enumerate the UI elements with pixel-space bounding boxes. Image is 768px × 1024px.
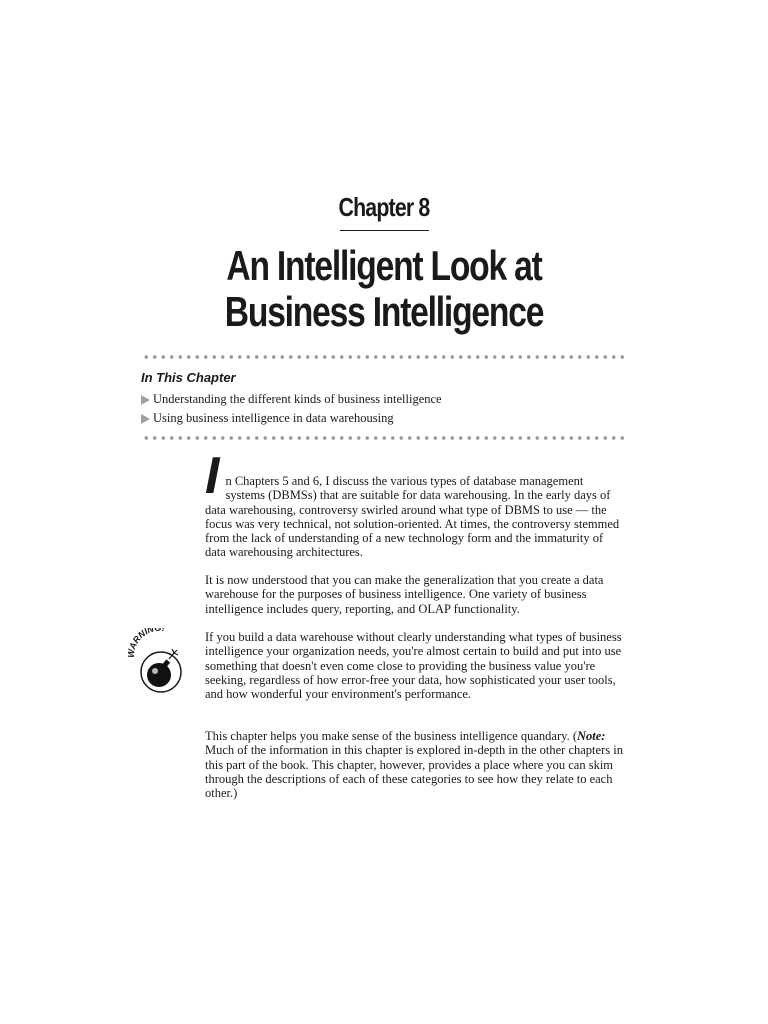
dotted-divider-top xyxy=(142,354,627,360)
triangle-bullet-icon xyxy=(141,395,150,405)
paragraph-4-text-a: This chapter helps you make sense of the business intelligence quandary. ( xyxy=(205,729,577,743)
chapter-title-line-2: Business Intelligence xyxy=(224,288,544,335)
list-item-text: Using business intelligence in data warehousing xyxy=(153,411,394,425)
paragraph-3: If you build a data warehouse without clearly understanding what types of business intelligence your organization needs, you're almost certain to build and put into use something that doesn't even come close to providing the business value you're seeking, regardless of how error-free your data, how sophisticated your user tools, and how wonderful your environment's performance. xyxy=(205,630,622,702)
list-item-text: Understanding the different kinds of business intelligence xyxy=(153,392,442,406)
chapter-title-line-1: An Intelligent Look at xyxy=(226,242,542,289)
triangle-bullet-icon xyxy=(141,414,150,424)
paragraph-4-text-b: Much of the information in this chapter is explored in-depth in the other chapters in this part of the book. This chapter, however, provides a place where you can skim through the descriptions of each of these categories to see how they relate to each other.) xyxy=(205,743,623,801)
svg-text:WARNING!: ARNIN xyxy=(128,628,156,651)
drop-cap: I xyxy=(205,447,220,505)
paragraph-intro xyxy=(205,447,625,560)
note-label: Note: xyxy=(577,729,606,743)
chapter-title xyxy=(77,243,691,335)
chapter-number: Chapter 8 xyxy=(338,192,430,222)
paragraph-2: It is now understood that you can make the generalization that you create a data warehouse for the purposes of business intelligence. One variety of business intelligence includes query, reporting, and OLAP functionality. xyxy=(205,573,604,616)
in-this-chapter-list xyxy=(141,390,442,428)
list-item xyxy=(141,409,442,428)
paragraph-intro-text: n Chapters 5 and 6, I discuss the various types of database management systems (DBMSs) that are suitable for data warehousing. In the early days of data warehousing, controversy swirled around what type of DBMS to use — the focus was very technical, not solution-oriented. At times, the controversy stemmed from the lack of understanding of a new technology form and the immaturity of data warehousing architectures. xyxy=(205,474,620,560)
chapter-rule xyxy=(340,230,429,231)
paragraph-4 xyxy=(205,729,625,800)
warning-bomb-icon xyxy=(128,628,192,694)
list-item xyxy=(141,390,442,409)
in-this-chapter-heading: In This Chapter xyxy=(141,370,236,385)
dotted-divider-bottom xyxy=(142,435,627,441)
